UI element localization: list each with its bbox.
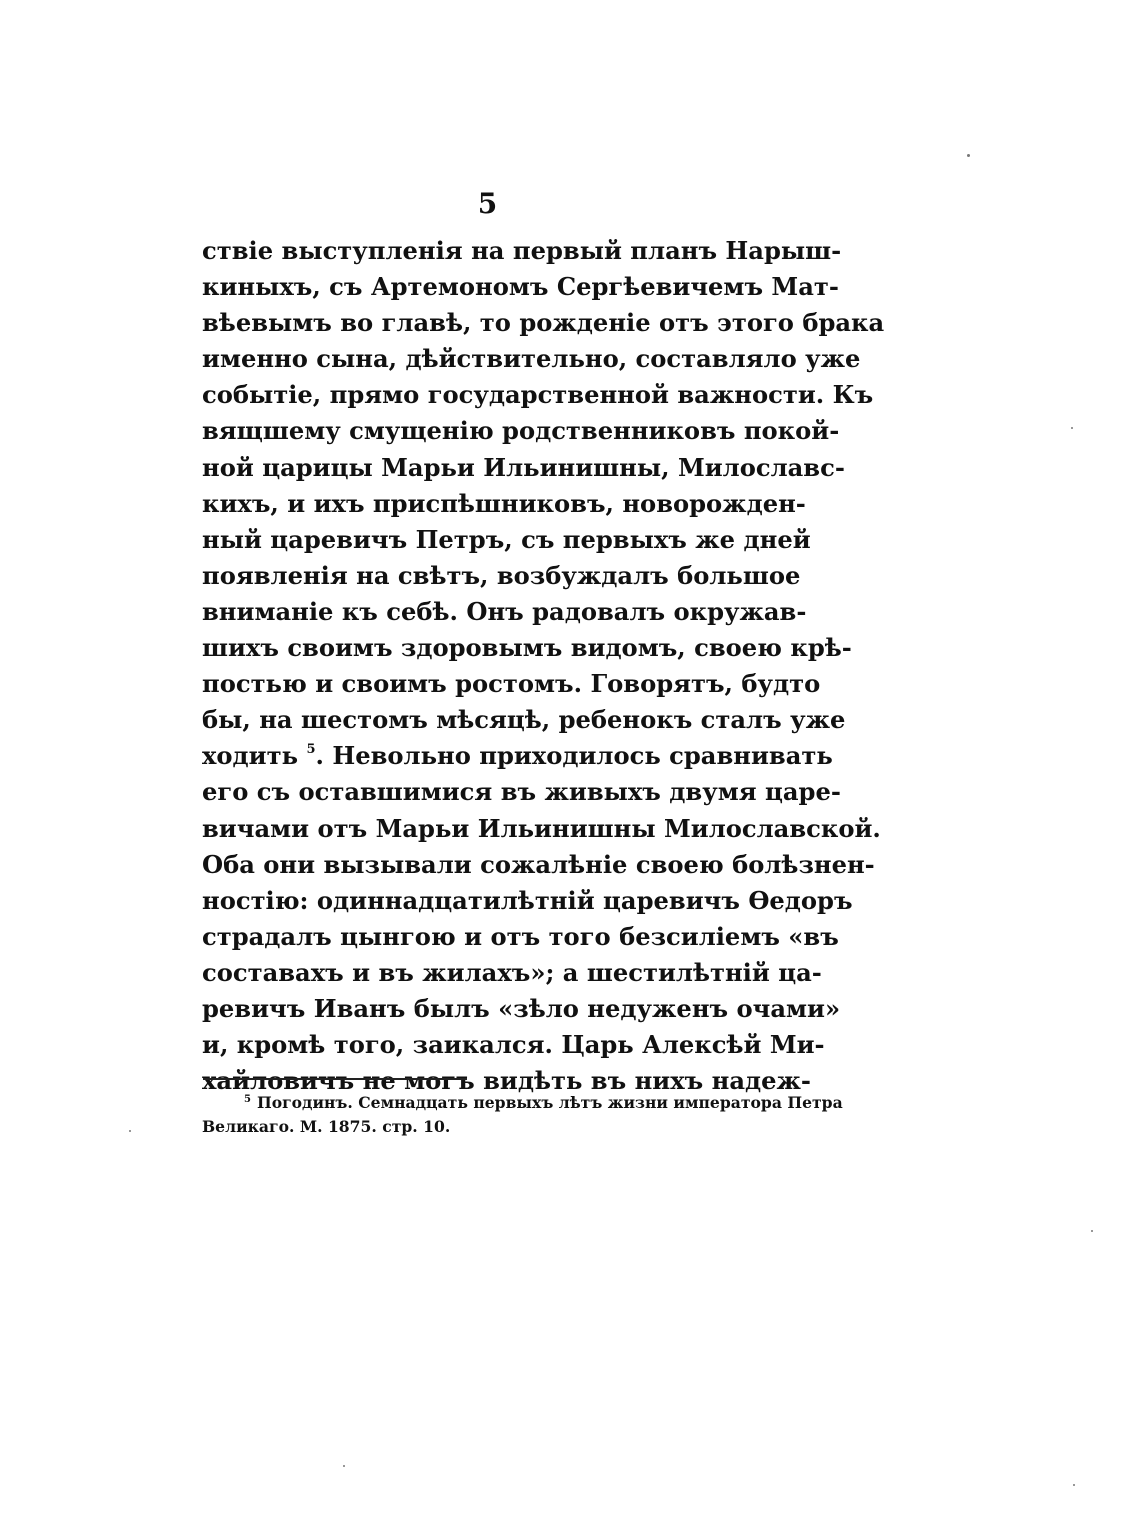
text-line: вящшему смущенію родственниковъ покой- [202, 416, 840, 446]
text-line: шихъ своимъ здоровымъ видомъ, своею крѣ- [202, 633, 852, 663]
page-number: 5 [477, 187, 498, 220]
footnote-reference[interactable]: 5 [306, 742, 316, 758]
text-line: событіе, прямо государственной важности. Къ [202, 380, 874, 410]
footnote-text: Погодинъ. Семнадцать первыхъ лѣтъ жизни императора Петра [256, 1093, 843, 1112]
scan-speck [1073, 1484, 1075, 1486]
text-line: ревичъ Иванъ былъ «зѣло недуженъ очами» [202, 993, 841, 1023]
text-line: составахъ и въ жилахъ»; а шестилѣтній ца- [202, 957, 822, 987]
footnote-line [202, 1091, 843, 1115]
footnote-line: Великаго. М. 1875. стр. 10. [202, 1117, 451, 1136]
text-line: ной царицы Марьи Ильинишны, Милославс- [202, 452, 845, 482]
text-line: появленія на свѣтъ, возбуждалъ большое [202, 560, 801, 590]
scan-speck [1091, 1230, 1093, 1232]
footnote-marker: 5 [244, 1094, 251, 1105]
text-line: страдалъ цынгою и отъ того безсиліемъ «въ [202, 921, 839, 951]
text-line: ный царевичъ Петръ, съ первыхъ же дней [202, 524, 811, 554]
text-line: кихъ, и ихъ приспѣшниковъ, новорожден- [202, 488, 806, 518]
text-line-with-footnote-ref [202, 738, 833, 774]
text-line: бы, на шестомъ мѣсяцѣ, ребенокъ сталъ уже [202, 705, 846, 735]
text-line: хайловичъ не могъ видѣть въ нихъ надеж- [202, 1066, 811, 1096]
text-line: Оба они вызывали сожалѣніе своею болѣзнен- [202, 849, 875, 879]
scan-speck [343, 1465, 345, 1467]
text-line: именно сына, дѣйствительно, составляло уже [202, 344, 861, 374]
text-line: его съ оставшимися въ живыхъ двумя царе- [202, 777, 841, 807]
scan-speck [1071, 427, 1073, 429]
line-start: ходить [202, 741, 299, 771]
line-end: . Невольно приходилось сравнивать [315, 741, 833, 771]
text-line: и, кромѣ того, заикался. Царь Алексѣй Ми- [202, 1030, 825, 1060]
scan-speck [129, 1130, 131, 1132]
text-line: вѣевымъ во главѣ, то рожденіе отъ этого брака [202, 308, 885, 338]
text-line: ностію: одиннадцатилѣтній царевичъ Ѳедоръ [202, 885, 853, 915]
scan-speck [967, 154, 970, 157]
text-line: ствіе выступленія на первый планъ Нарыш- [202, 236, 842, 265]
text-line: вичами отъ Марьи Ильинишны Милославской. [202, 813, 881, 843]
footnote [202, 1091, 843, 1139]
text-line: вниманіе къ себѣ. Онъ радовалъ окружав- [202, 596, 807, 626]
text-line: киныхъ, съ Артемономъ Сергѣевичемъ Мат- [202, 272, 839, 302]
text-line: постью и своимъ ростомъ. Говорятъ, будто [202, 669, 821, 699]
body-text [202, 233, 885, 1099]
footnote-divider [203, 1078, 467, 1080]
